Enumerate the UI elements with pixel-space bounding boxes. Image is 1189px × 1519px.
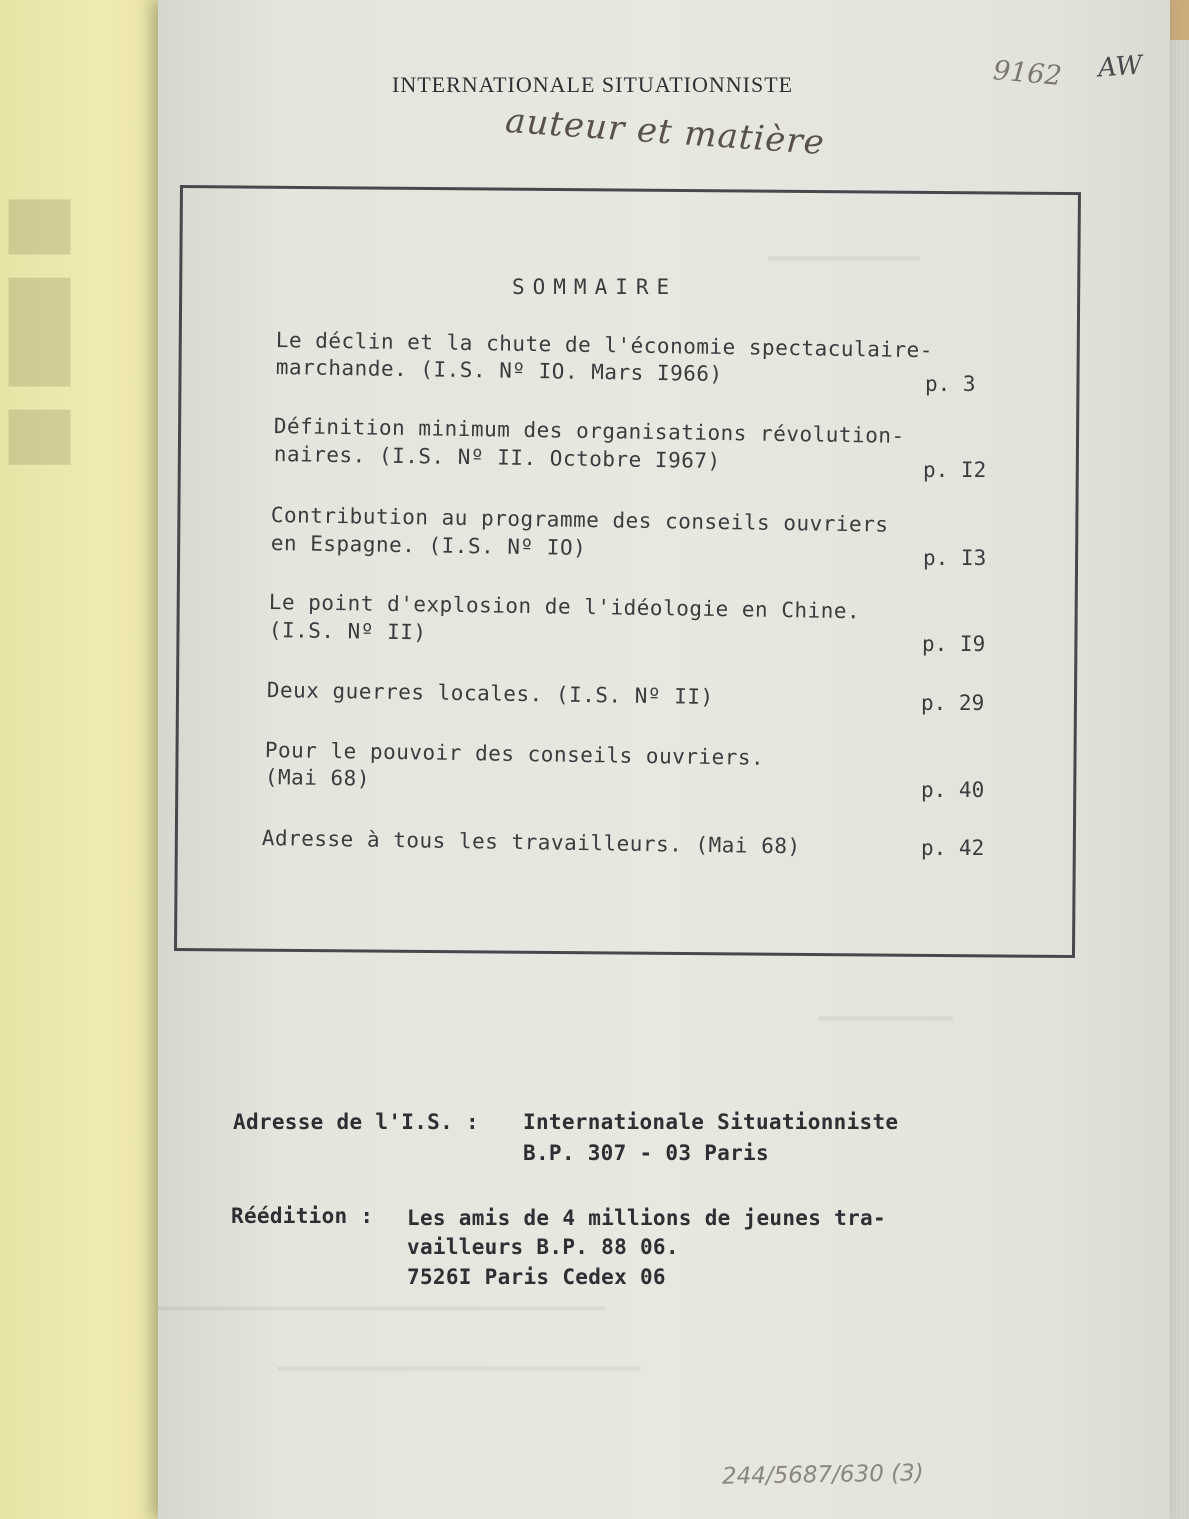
toc-page-ref: p. 40: [921, 778, 985, 802]
show-through: ▬▬▬▬▬▬▬▬▬▬▬▬▬▬▬▬▬▬: [768, 250, 920, 266]
address-line: B.P. 307 - 03 Paris: [523, 1141, 769, 1165]
toc-entry-line: marchande. (I.S. Nº IO. Mars I966): [275, 355, 723, 387]
publication-title: INTERNATIONALE SITUATIONNISTE: [392, 72, 794, 97]
reedition-label: Réédition :: [231, 1204, 374, 1228]
toc-entry-line: Le point d'explosion de l'idéologie en Chine.: [268, 590, 861, 624]
toc-page-ref: p. I3: [923, 546, 987, 570]
handwritten-number: 9162: [991, 55, 1063, 92]
toc-page-ref: p. I2: [923, 458, 987, 482]
handwritten-note: auteur et matière: [503, 100, 827, 164]
toc-entry-line: Adresse à tous les travailleurs. (Mai 68): [261, 826, 801, 859]
toc-entry-line: (Mai 68): [264, 765, 371, 791]
toc-entry-line: Contribution au programme des conseils ouvriers: [270, 503, 889, 537]
toc-heading: SOMMAIRE: [512, 275, 678, 299]
handwritten-mark: AW: [1097, 50, 1144, 84]
toc-entry-line: Pour le pouvoir des conseils ouvriers.: [264, 738, 765, 770]
show-through: ▬▬▬▬▬▬▬▬▬▬▬▬▬▬▬▬: [818, 1010, 953, 1026]
address-line: Internationale Situationniste: [523, 1110, 899, 1134]
toc-entry-line: Deux guerres locales. (I.S. Nº II): [266, 678, 714, 710]
archive-shelfmark: 244/5687/630 (3): [721, 1460, 924, 1490]
toc-entry-line: Le déclin et la chute de l'économie spectaculaire-: [275, 328, 934, 363]
toc-page-ref: p. 3: [925, 372, 976, 396]
address-label: Adresse de l'I.S. :: [233, 1110, 479, 1134]
toc-page-ref: p. 42: [921, 836, 985, 860]
toc-entry-line: (I.S. Nº II): [268, 618, 427, 645]
show-through: ▬▬▬▬▬▬▬▬▬▬▬▬▬▬▬▬▬▬▬▬▬▬▬▬▬▬▬▬▬▬▬▬▬▬▬▬▬▬▬▬▬▬▬▬▬▬▬▬▬▬▬▬▬: [158, 1300, 605, 1316]
cover-bleed-through: ▆ ▆▆ ▆: [9, 200, 92, 465]
toc-entry-line: Définition minimum des organisations révolution-: [273, 414, 905, 448]
toc-page-ref: p. I9: [922, 632, 986, 656]
toc-page-ref: p. 29: [921, 691, 985, 715]
toc-entry-line: naires. (I.S. Nº II. Octobre I967): [273, 442, 721, 474]
reedition-line: 7526I Paris Cedex 06: [407, 1265, 666, 1289]
toc-entry-line: en Espagne. (I.S. Nº IO): [270, 531, 587, 560]
show-through: ▬▬▬▬▬▬▬▬▬▬▬▬▬▬▬▬▬▬▬▬▬▬▬▬▬▬▬▬▬▬▬▬▬▬▬▬▬▬▬▬▬▬▬: [278, 1360, 641, 1376]
yellow-cover: [0, 0, 175, 1519]
reedition-line: Les amis de 4 millions de jeunes tra-: [407, 1206, 886, 1230]
reedition-line: vailleurs B.P. 88 06.: [407, 1235, 679, 1259]
